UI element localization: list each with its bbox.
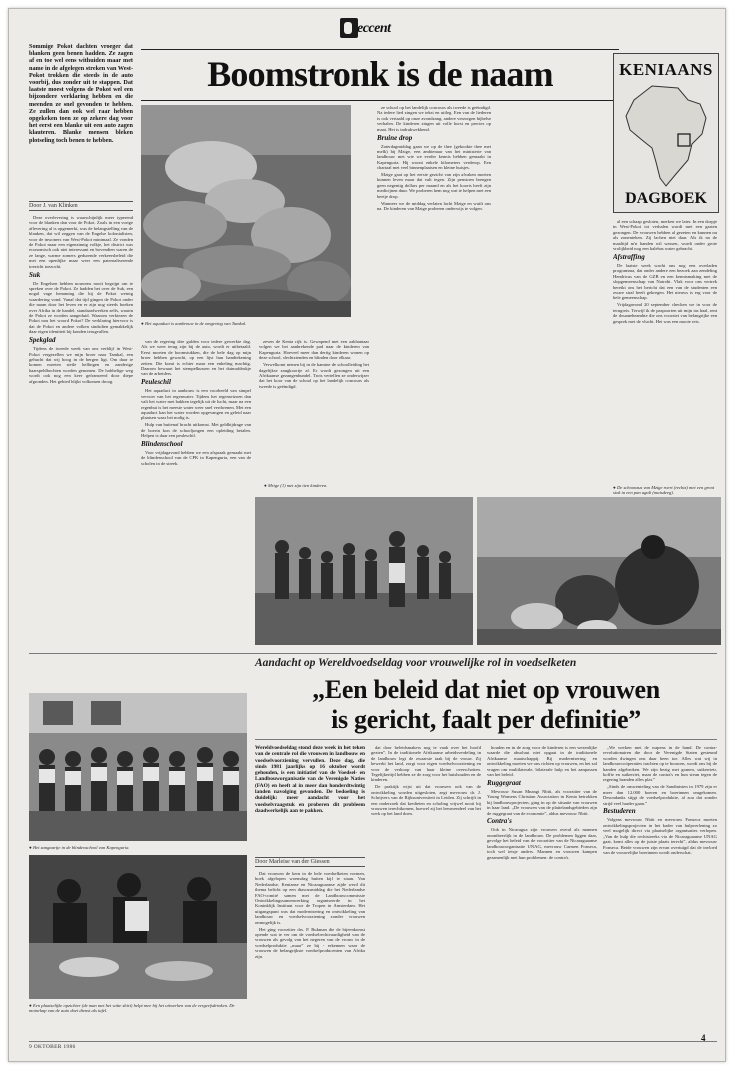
main-col4-b: Verwelkomt nemen bij in de kamine de schoolleiding het dagelijkse zangkoortje af. Er wordt gezongen uit een Afrikaanse gezangenbundel. Trots vertellen ze onderwijzer dat het koor van de school op het landelijk concours als tweede is geëindigd. [259, 362, 369, 389]
second-col2 [255, 871, 365, 1037]
main-col3-text: van de regering drie gulden voor iedere gewerkte dag. Als we weer terug zijn bij de auto, wordt er uitbetaald. Eerst moeten de boomstukken, die de hele dag op mijn broer hebben gewacht, op een lijst hun handtekening zetten. Die komt is echter maar een enkeling machtig. Daarom bewaart het stempelkussen en het duimafdrukje van de arbeiders. [141, 339, 251, 377]
subhead-spekglad: Spekglad [29, 336, 56, 345]
bullet-icon: ● [141, 321, 145, 326]
keniaans-dagboek-box [613, 53, 719, 213]
subhead-contras: Contra's [487, 817, 512, 826]
second-col3-b: De praktijk wijst uit dat vrouwen ook van de ontwikkeling worden uitgesloten, zegt mevrouw dr. J. Schrijvers van de Rijksuniversiteit in Leiden. Zij schrijft in een onderzoek dat kredieten en scholing vrijwel nooit bij vrouwen terechtkomen, hoewel zij het leeuwendeel van het werk op het land doen. [371, 784, 481, 817]
second-lede-text: Wereldvoedseldag stond deze week in het teken van de centrale rol die vrouwen in landbouw en voedselvoorziening vervullen. Deze dag, die sinds 1981 jaarlijks op 16 oktober wordt gehouden, is een initiatief van de Voedsel- en Landbouworganisatie van de Verenigde Naties (FAO) en heeft al in meer dan honderdtwintig landen navolging gevonden. De bedoeling is duidelijk: meer aandacht voor het voedselvraagstuk en proberen dit probleem daadwerkelijk aan te pakken. [255, 745, 365, 814]
second-col3 [371, 745, 481, 1037]
subhead-bruine-drop: Bruine drop [377, 133, 413, 142]
subhead-peuleschil: Peuleschil [141, 378, 171, 387]
market-photo [29, 855, 247, 999]
main-col3 [141, 339, 251, 691]
second-col3-text: dat door beleidsmakers nog te vaak over het hoofd gezien”. In de traditionele Afrikaanse arbeidsverdeling in de landbouw legt de zwaarste taak bij de vrouw. Zij bewerkt het land, zorgt voor eigen voedselvoorziening en voor de verkoop van haar kleine overschotten. Tegelijkertijd hebben ze de zorg voor het huishouden en de kinderen. [371, 745, 481, 783]
subhead-blindenschool: Blindenschool [141, 440, 183, 448]
africa-map-icon [622, 82, 710, 190]
second-col2-b: Het ging voorzitter drs. P. Bukman die de bijeenkomst opende wat te ver om de voedselrechtvaardigheid van de vrouwen als gevolg van het negeren van de vrouw in de voedselproduktie „maar” ze bij - erkennen waar de vrouwen de belangrijkste voedselproducenten van Afrika zijn. [255, 926, 365, 959]
footer-rule [29, 1041, 717, 1042]
main-col1-suk: De Engelsen hebben nouwens nooit begrijpt om te spreken over de Pokot. Ze hadden het over de Suk, een nogal vage benaming die bij de Pokot weinig waardering vond. Vanaf dat tijd gingen de Pokot onder die naam door het leven en er zijn nog steeds boeken over Afrika in de handel, standaardwerken zelfs, waarin de Pokot ze worden aangeduid. Waarom verkiezen de Pokot nou het woord Pokot? De verklaring hiervoor is dat de Pokot en andere volken sindsdien gemakkelijk daar eigen identiteit bij konden terugvallen. [29, 280, 133, 335]
main-lede [29, 43, 133, 199]
main-col6-text: al een schaap gesloten, merken we later. In een dorpje in West-Pokot tot verhalen wordt met een gasten gezongen. De vrouwen hebben al gezeten en kunnen nu als zonenteken. Zij lachen niet daar. Als ik na de maaltijd m'n handen wil wassen, wordt onder grote vrolijkheid nog een kalebas water gebracht. [613, 219, 717, 252]
footer-issue: 9 OKTOBER 1986 [29, 1044, 76, 1050]
main-col3-b: Hulp van buitenaf bracht uitkomst. Met geldbijdrage van de boerin kon de schooljongen een opleiding betalen. Helpen is daar een peuleschil. [141, 422, 251, 439]
caption-mountain: ● Het aquaduct is aanbrouw in de omgeving van Tamkal. [141, 321, 247, 326]
second-kicker: Aandacht op Wereldvoedseldag voor vrouwelijke rol in voedselketen [255, 657, 577, 669]
main-col6-b: Vrijdagavond 20 september checken we in voor de terugreis. Terwijl ik de paspoorten uit mijn tas haal, rent de douanebeambte die ons voorziet van belangrijke een gesprek met de vlucht. Het was een mooie reis. [613, 302, 717, 324]
second-author: Door Marleise van der Giessen [255, 857, 365, 867]
main-col5-bruine: Zaterdagmiddag gaan we op de thee (gekookte thee met melk) bij Mzige, een ambtenaar van het ministerie van landbouw met wie we eerder kennis hebben gemaakt in Kapenguria. Hij woont enkele kilometers verderop. Een chartaal met veel binnenplaatsen en kleine huisjes. [377, 143, 491, 171]
main-lede-text: Sommige Pokot dachten vroeger dat blanken geen benen hadden. Ze zagen af en toe wel eens withuiden maar met name in de afgelegen streken van West-Pokot trokken die steeds in de auto voorbij, dus zonder uit te stappen. Dat laatste moest volgens de Pokot wel een bijzondere verklaring hebben en die meenden ze snel gevonden te hebben. Ze zullen dan ook wel raar hebben opgekeken toen ze op zekere dag voor het eerst een blanke uit een auto zagen klauteren. Blanke mensen bleken plotseling toch benen te hebben. [29, 43, 133, 144]
second-col5-text: „We werken met de wapens in de hand. De contra-revolutionairen die door de Verenigde Staten gesteund worden dwingen ons daar heen toe. Alles wat wij in landbouwcoöperaties trachten op te bouwen, wordt ons bij de handen afgebroken. We zijn bezig met granen, suikerrietr, koffie en suikerriet, maar de contra's en hun steun tegen de regering branden alles plat.” [603, 745, 717, 783]
main-author: Door J. van Klinken [29, 201, 133, 211]
boys-photo [255, 497, 473, 645]
main-col1-text: Deze overlevering is waarschijnlijk meer typerend voor de blanken dan voor de Pokot. Zoals in een vorige aflevering al is opgemerkt, was de belangstelling van de blanken, dat wil zeggen van de Engelse kolonialisten, voor de inwoners van West-Pokot minimaal. Ze vonden de Pokot maar een eigenzinnig volkje, het district was economisch ook niet interessant en bovendien waren de ze lange, warme zomers gedurende verkeersbeleid die met een openlijke maar weer een paternaliserende toezicht toezocht. [29, 215, 133, 269]
main-col3-blinden: Voor vrijdagavond hebben we een afspraak gemaakt met de blindenschool van de CPK in Kapenguria, een van de scholen in de streek. [141, 450, 251, 466]
newspaper-page [8, 8, 726, 1062]
dagboek-title: DAGBOEK [625, 190, 707, 207]
second-col5-b: „Sinds de omwenteling van de Sandinisten in 1979 zijn er meer dan 12.000 boeren en boerinnen omgekomen. Desondanks stijgt de voedselproduktie, al zou dat zonder strijd veel harder gaan.” [603, 784, 717, 806]
main-col4-text: zeven de Kenia rijk is. Gewapend met een zakhantaar volgen we het aanbrekende pad naar de kinderen van Kapenguria. Hoeveel meer dan dertig kinderen wonen op deze school, slechtzienden en blinden door elkaar. [259, 339, 369, 361]
caption-kids: ● Het zangaartje in de blindenschool van Kapenguria. [29, 845, 130, 850]
subhead-ruggegraat: Ruggegraat [487, 778, 521, 787]
page-number: 4 [701, 1033, 706, 1043]
second-headline-1: „Een beleid dat niet op vrouwen [312, 675, 660, 704]
main-col5-c: Wanneer we de middag verlaten lacht Mzige en wuift ons na. De kinderen van Mzige proberen onderwijs te volgen. [377, 200, 491, 211]
headline-rule [255, 739, 717, 740]
subhead-suk: Suk [29, 270, 41, 279]
logo-word: eccent [357, 21, 391, 36]
subhead-bestuderen: Bestuderen [603, 807, 636, 816]
bullet-icon: ● [613, 485, 617, 490]
second-col5 [603, 745, 717, 1037]
masthead-logo [335, 15, 399, 41]
main-col4 [259, 339, 369, 493]
kids-singing-photo [29, 693, 247, 841]
second-col4-contras: Ook in Nicaragua zijn vrouwen overal als mannen onontbeerlijk in de landbouw. De problemen liggen daar, gevolge het beleid van de voorzitter van de Nicaraguaanse landbouworganisatie UNAG, mevrouw Carmen Fonseca, toch wel ietsje anders. Mannen en vrouwen kampen gezamenlijk met hun problemen: de contra's. [487, 827, 597, 860]
second-col4-text: houden en in de zorg voor de kinderen is een wezenlijke waarde die absoluut niet opgaat in de traditionele Afrikaanse maatschappij. Bij modernisering en ontwikkeling moeten we ons richten op vrouwen, en het zal vragen om multilaterale, bilaterale hulp en het aanpassen van het beleid. [487, 745, 597, 778]
caption-women: ● De schoonzus van Mzige roert (rechts) met een groot stok in een pan ugali (maisdeeg). [613, 485, 715, 496]
second-col4 [487, 745, 597, 1037]
main-col5-text: ze school op het landelijk concours als tweede is geëindigd. Na iedere lied zingen we tekst en uitleg. Een van de liederen is ook vertaald op onze avondzang, andere verzorgen bijbelse verhalen. De kinderen zingen uit volle borst en precies op maat. Het is indrukwekkend. [377, 105, 491, 132]
main-col5 [377, 105, 491, 483]
keniaans-title: KENIAANS [619, 60, 713, 79]
mountain-photo [141, 105, 351, 317]
second-col5-best: Volgens mevrouw Nbiti en mevrouw Fonseca moeten ontwikkelingsprojecten in het kader van hulpverlening zo veel mogelijk direct via plaatselijke organisaties verlopen. „Van de hulp die rechtstreeks via de Nicaraguaanse UNAG gaat, komt alles op de juiste plaats terecht”, aldus mevrouw Fonseca. Beide vrouwen zijn ervan overtuigd dat de invloed van de vrouwelijke boerinnen wordt onderschat. [603, 817, 717, 855]
women-cooking-photo [477, 497, 721, 645]
bullet-icon: ● [29, 845, 33, 850]
main-col1-spekglad: Tijdens de tweede week van ons verblijf in West-Pokot vergezellen we mijn broer naar Tamkal, een gehucht dat wij hoog in de bergen ligt. Om daar te komen moeten steile hellingen en zanderige haarspeldbochten worden genomen. De hobbelige weg wordt ook nog een keer gefranseerd door diepe afgronden. Het gebied blijkt volkomen droog. [29, 346, 133, 384]
main-col5-b: Mzige gaat op het eerste gezicht van zijn afvaken moeten kunnen leven maar dat valt tegen. Zijn pensioen brengen geen negentig dollars per maand en als het koorts heeft zijn medicijnen duur. We proberen hem nog wat te helpen met een beetje drop. [377, 172, 491, 199]
main-headline: Boomstronk is de naam [207, 54, 553, 94]
main-col6 [613, 219, 717, 481]
subhead-afstraffing: Afstraffing [613, 252, 645, 261]
second-headline-2: is gericht, faalt per definitie” [331, 705, 641, 734]
bullet-icon: ● [264, 483, 268, 488]
caption-boys: ● Mrige (1) met zijn tien kinderen. [264, 483, 328, 488]
main-col3-peuleschil: Het aquaduct in aanbouw is een voorbeeld van simpel vervoer van het regenwater. Tijdens het regenseizoen dan valt het water met bakken tegelijk uit de lucht, maar na een regenbui is het meeste water weer snel verdwenen. Met een aquaduct kan het water worden opgevangen en geleid naar plaatsen waar het nodig is. [141, 388, 251, 421]
main-col1 [29, 215, 133, 689]
second-col4-rug: Mevrouw Susan Mnangi Nbiti, als voorzitter van de Young Womens Christian Association in Kenia betrokken bij landbouwprojecten, ging in op de situatie van vrouwen in haar land. „De vrouwen van de plattelandsgebieden zijn de ruggegraat van de economie”, aldus mevrouw Nbiti. [487, 788, 597, 816]
bullet-icon: ● [29, 1003, 33, 1008]
section-divider [29, 653, 717, 654]
caption-market: ● Een plaatselijke opzichter (de man met het witte shirt) helpt mee bij het uitwerken van de vergeefsdrinken. De motorkap van de auto doet dienst als tafel. [29, 1003, 235, 1014]
second-col2-text: Dat vrouwen de kern in de hele voedselketen vormen, hoek afgelopen woensdag buiten kijf te staan. Van Nederlandse, Kenianse en Nicaraguaanse zijde werd dit thema belicht op een diascusmiddag die het Nederlandse FAO-comité samen met de Landbouwcommissie Ontwikkelingssamenwerking organiseerde in het Koninklijk Instituut voor de Tropen in Amsterdam. Het uitgangspunt was dat modernisering en ontwikkeling van landbouw en voedselvoorziening zonder vrouwen onmogelijk is. [255, 871, 365, 925]
second-col-lede [255, 745, 365, 853]
main-col6-afstraffing: De laatste week wacht ons nog een overladen programma, dat onder andere een bezoek aan zendeling Hendricus van de GZB en een kennismaking met de slopgemeenschap van Nairobi. Vlak voor ons vertrek bereikt ons het bericht dat een van de studenten een zware straf heeft gekregen. Het nieuws is erg voor de hele gemeenschap. [613, 262, 717, 301]
main-headline-box [141, 49, 619, 101]
